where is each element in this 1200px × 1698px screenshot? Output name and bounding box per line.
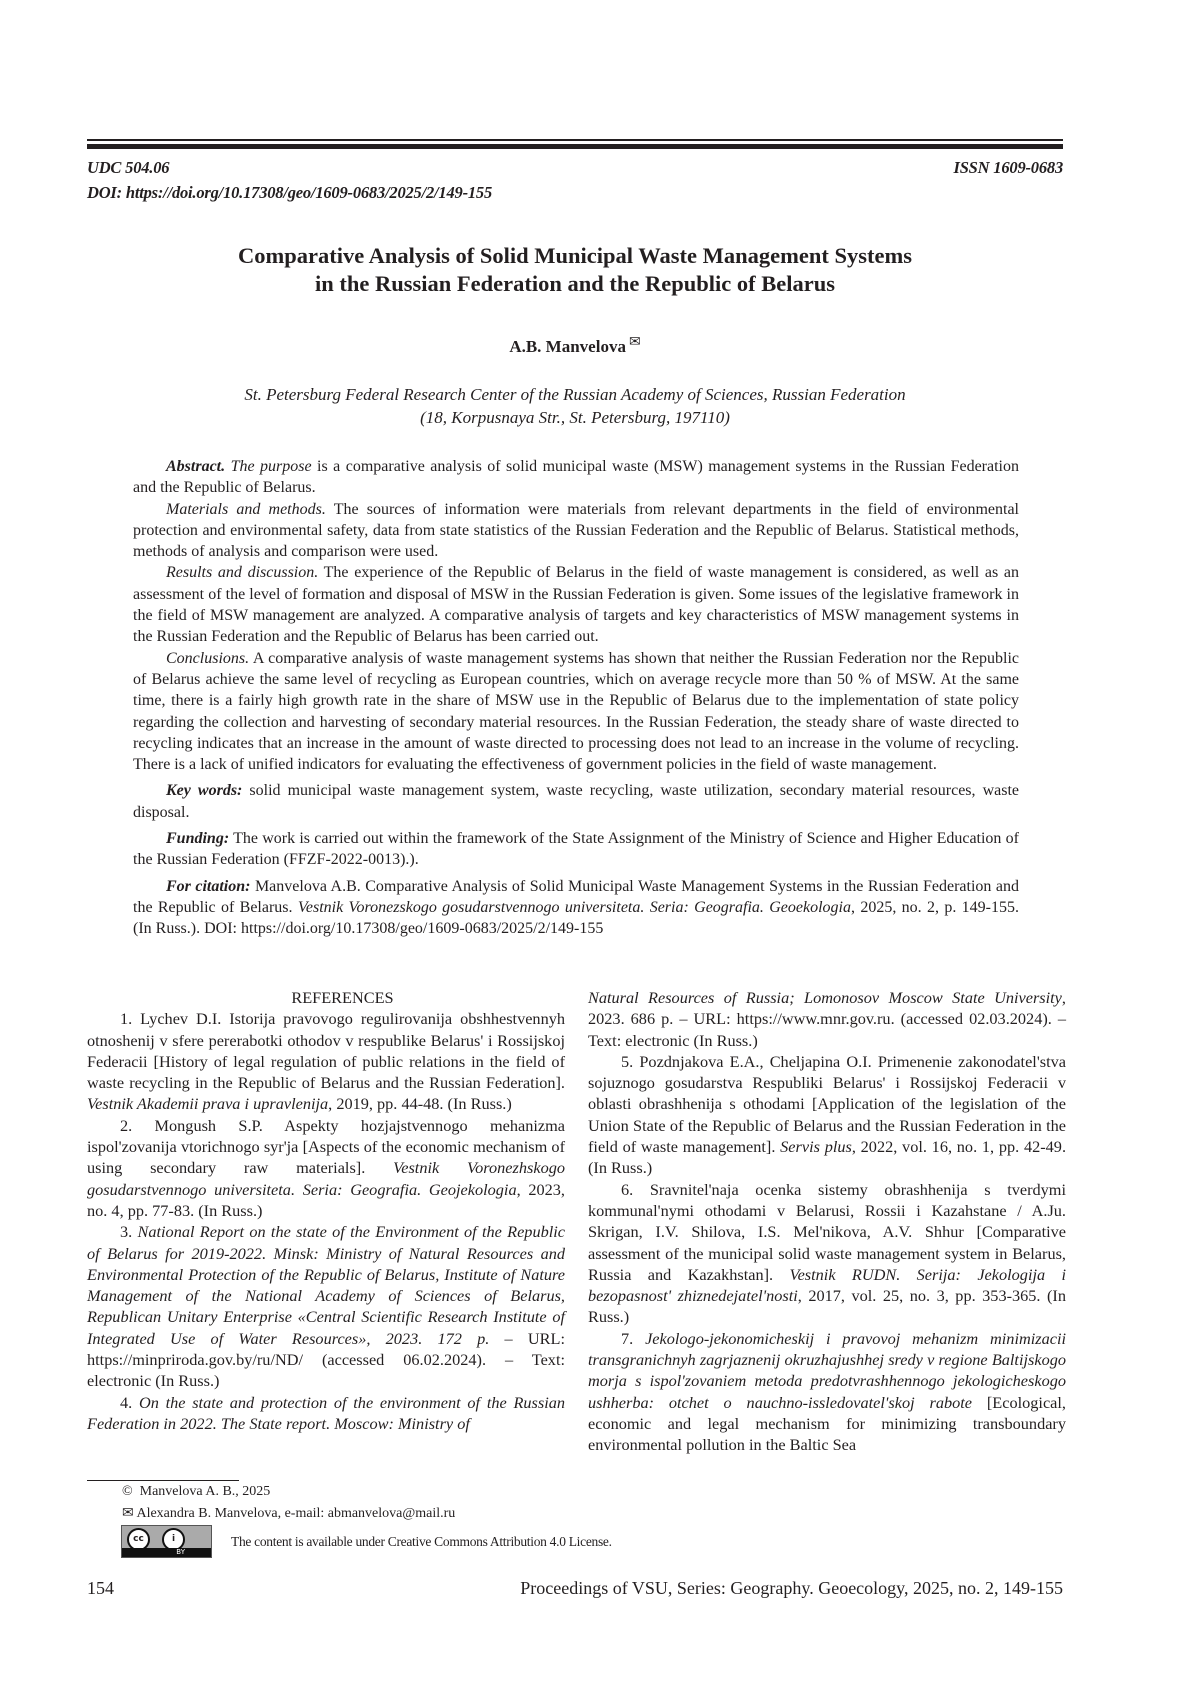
reference-item-segment: Servis plus xyxy=(780,1137,852,1157)
reference-item-segment: 3. xyxy=(120,1222,138,1242)
reference-item-segment: Jekologo-jekonomicheskij i pravovoj mehanizm minimizacii transgranichnyh zagrjaznenij okruzhajushhej sredy v regione Baltijskogo morja s ispol'zovaniem metoda predotvrashhennogo jekologicheskogo ushherba: otchet o nauchno-issledovatel'skoj rabote xyxy=(588,1328,1067,1412)
abstract-paragraph-segment: Vestnik Voronezskogo gosudarstvennogo universiteta. Seria: Geografia. Geoekologia xyxy=(297,898,851,916)
contact-note xyxy=(122,1506,455,1522)
reference-item-segment: Vestnik RUDN. Serija: Jekologija i bezopasnost' zhiznedejatel'nosti xyxy=(588,1264,1067,1306)
attribution-icon: i xyxy=(162,1528,185,1551)
contact-text: Alexandra B. Manvelova, e-mail: abmanvelova@mail.ru xyxy=(136,1506,456,1521)
by-label: BY xyxy=(122,1548,211,1557)
cc-by-badge xyxy=(121,1525,212,1558)
reference-item xyxy=(87,1008,565,1114)
reference-item-segment: Vestnik Akademii prava i upravlenija xyxy=(87,1094,329,1114)
abstract-paragraph-segment: Key words: xyxy=(166,782,243,800)
doi: DOI: https://doi.org/10.17308/geo/1609-0683/2025/2/149-155 xyxy=(87,183,493,202)
abstract-paragraph-segment: is a comparative analysis of solid municipal waste (MSW) management systems in the Russian Federation and the Republic of Belarus. xyxy=(133,458,1019,497)
affiliation-line-1: St. Petersburg Federal Research Center of the Russian Academy of Sciences, Russian Federation xyxy=(244,385,906,404)
reference-item-segment: , 2017, vol. 25, no. 3, pp. 353-365. (In Russ.) xyxy=(588,1286,1066,1327)
abstract-paragraph-segment: Abstract. xyxy=(166,458,226,475)
abstract-paragraph-segment: Conclusions. xyxy=(166,649,250,667)
reference-item-segment: – URL: https://minpriroda.gov.by/ru/ND/ (accessed 06.02.2024). – Text: electronic (In Russ.) xyxy=(87,1328,565,1391)
abstract-paragraph-segment: Materials and methods. xyxy=(166,500,326,518)
abstract-paragraph-segment: A comparative analysis of waste management systems has shown that neither the Russian Federation nor the Republic of Belarus achieve the same level of recycling as European countries, which on average recycle more than 50 % of MSW. At the same time, there is a fairly high growth rate in the share of MSW use in the Republic of Belarus due to the implementation of state policy regarding the collection and harvesting of secondary material resources. In the Russian Federation, the steady share of waste directed to recycling indicates that an increase in the amount of waste directed to processing does not lead to an increase in the volume of recycling. There is a lack of unified indicators for evaluating the effectiveness of government policies in the field of waste management. xyxy=(133,649,1019,774)
copyright-text: Manvelova A. B., 2025 xyxy=(139,1484,271,1499)
abstract-paragraph xyxy=(133,456,1019,499)
reference-item-segment: 1. Lychev D.I. Istorija pravovogo regulirovanija obshhestvennyh otnoshenij v sfere pererabotki othodov v respublike Belarus' i Rossijskoj Federacii [History of legal regulation of public relations in the field of waste recycling in the Republic of Belarus and the Russian Federation]. xyxy=(87,1009,565,1093)
reference-item-segment: , 2019, pp. 44-48. (In Russ.) xyxy=(328,1094,512,1114)
abstract xyxy=(133,456,1019,940)
abstract-paragraph-segment: The work is carried out within the framework of the State Assignment of the Ministry of Science and Higher Education of the Russian Federation (FFZF-2022-0013).). xyxy=(133,830,1019,869)
abstract-paragraph-segment: solid municipal waste management system, waste recycling, waste utilization, secondary material resources, waste disposal. xyxy=(133,782,1020,821)
abstract-paragraph-segment: Manvelova A.B. Comparative Analysis of Solid Municipal Waste Management Systems in the Russian Federation and the Republic of Belarus. xyxy=(133,877,1019,916)
reference-item-segment: 4. xyxy=(120,1392,139,1412)
abstract-paragraph xyxy=(133,499,1019,563)
references-right-column xyxy=(588,987,1066,1456)
reference-item-segment: , 2023, no. 4, pp. 77-83. (In Russ.) xyxy=(87,1179,566,1220)
abstract-paragraph-segment: The sources of information were materials from relevant departments in the field of environmental protection and environmental safety, data from state statistics of the Russian Federation and the Republic of Belarus. Statistical methods, methods of analysis and comparison were used. xyxy=(133,500,1020,561)
mail-icon: ✉ xyxy=(122,1506,134,1521)
reference-item xyxy=(87,1115,565,1221)
page-number: 154 xyxy=(87,1578,114,1598)
abstract-paragraph-segment: Results and discussion. xyxy=(166,564,319,582)
reference-item-segment: On the state and protection of the environment of the Russian Federation in 2022. The State report. Moscow: Ministry of xyxy=(87,1392,566,1433)
title-line-1: Comparative Analysis of Solid Municipal Waste Management Systems xyxy=(238,243,912,268)
reference-item-segment: , 2023. 686 p. – URL: https://www.mnr.gov.ru. (accessed 02.03.2024). – Text: electronic (In Russ.) xyxy=(588,988,1066,1050)
cc-icon: cc xyxy=(127,1528,150,1551)
header-rule-thin xyxy=(87,139,1063,141)
author-name: A.B. Manvelova xyxy=(509,337,626,356)
abstract-paragraph-segment: The purpose xyxy=(225,458,312,475)
journal-footer: Proceedings of VSU, Series: Geography. Geoecology, 2025, no. 2, 149-155 xyxy=(520,1578,1063,1598)
abstract-paragraph-segment: Funding: xyxy=(166,830,230,848)
abstract-paragraph xyxy=(133,828,1019,871)
reference-item xyxy=(588,987,1066,1051)
reference-item-segment: 6. Sravnitel'naja ocenka sistemy obrashhenija s tverdymi kommunal'nymi othodami v Belarusi, Rossii i Kazahstane / A.Ju. Skrigan, I.V. Shilova, I.S. Mel'nikova, A.V. Shhur [Comparative assessment of the municipal solid waste management system in Belarus, Russia and Kazakhstan]. xyxy=(588,1179,1066,1284)
reference-item-segment: , 2022, vol. 16, no. 1, pp. 42-49. (In Russ.) xyxy=(588,1137,1067,1178)
reference-item xyxy=(588,1179,1066,1328)
reference-item xyxy=(588,1051,1066,1179)
reference-item-segment: 7. xyxy=(621,1328,646,1348)
reference-item-segment: [Ecological, economic and legal mechanism for minimizing transboundary environmental pollution in the Baltic Sea xyxy=(588,1392,1066,1455)
abstract-paragraph xyxy=(133,876,1019,940)
license-text: The content is available under Creative Commons Attribution 4.0 License. xyxy=(231,1534,612,1549)
abstract-paragraph-segment: , 2025, no. 2, p. 149-155. (In Russ.). DOI: https://doi.org/10.17308/geo/1609-0683/2025/2/149-155 xyxy=(133,898,1020,938)
copyright-note xyxy=(122,1484,270,1500)
abstract-paragraph xyxy=(133,562,1019,647)
copyright-icon: © xyxy=(122,1484,133,1499)
reference-item-segment: Natural Resources of Russia; Lomonosov Moscow State University xyxy=(588,988,1062,1007)
affiliation xyxy=(87,383,1063,429)
mail-icon: ✉ xyxy=(628,335,641,350)
abstract-paragraph-segment: For citation: xyxy=(166,877,251,895)
reference-item xyxy=(87,1392,565,1435)
footnote-rule xyxy=(87,1480,239,1481)
abstract-paragraph xyxy=(133,648,1019,776)
abstract-paragraph-segment: The experience of the Republic of Belarus in the field of waste management is considered, as well as an assessment of the level of formation and disposal of MSW in the Russian Federation is given. Some issues of the legislative framework in the field of MSW management are analyzed. A comparative analysis of targets and key characteristics of MSW management systems in the Russian Federation and the Republic of Belarus has been carried out. xyxy=(133,564,1020,646)
reference-item-segment: 5. Pozdnjakova E.A., Cheljapina O.I. Primenenie zakonodatel'stva sojuznogo gosudarstva Respubliki Belarus' i Rossijskoj Federacii v oblasti obrashhenija s othodami [Application of the legislation of the Union State of the Republic of Belarus and the Russian Federation in the field of waste management]. xyxy=(588,1051,1066,1157)
article-title xyxy=(87,242,1063,298)
title-line-2: in the Russian Federation and the Republic of Belarus xyxy=(314,271,836,296)
header-rule-thick xyxy=(87,144,1063,149)
affiliation-line-2: (18, Korpusnaya Str., St. Petersburg, 197110) xyxy=(420,408,730,427)
abstract-paragraph xyxy=(133,780,1019,823)
issn: ISSN 1609-0683 xyxy=(953,158,1063,177)
reference-item-segment: 2. Mongush S.P. Aspekty hozjajstvennogo mehanizma ispol'zovanija vtorichnogo syr'ja [Aspects of the economic mechanism of using secondary raw materials]. xyxy=(87,1115,565,1178)
references-left-column xyxy=(87,987,565,1434)
references-heading: REFERENCES xyxy=(291,988,394,1007)
author xyxy=(87,334,1063,357)
reference-item-segment: National Report on the state of the Environment of the Republic of Belarus for 2019-2022. Minsk: Ministry of Natural Resources and Environmental Protection of the Republic of Belarus, Institute of Nature Management of the National Academy of Sciences of Belarus, Republican Unitary Enterprise «Central Scientific Research Institute of Integrated Use of Water Resources», 2023. 172 p. xyxy=(87,1222,566,1348)
udc-code: UDC 504.06 xyxy=(87,158,170,177)
reference-item xyxy=(588,1328,1066,1456)
reference-item-segment: Vestnik Voronezhskogo gosudarstvennogo universiteta. Seria: Geografia. Geojekologia xyxy=(87,1158,565,1199)
reference-item xyxy=(87,1221,565,1391)
